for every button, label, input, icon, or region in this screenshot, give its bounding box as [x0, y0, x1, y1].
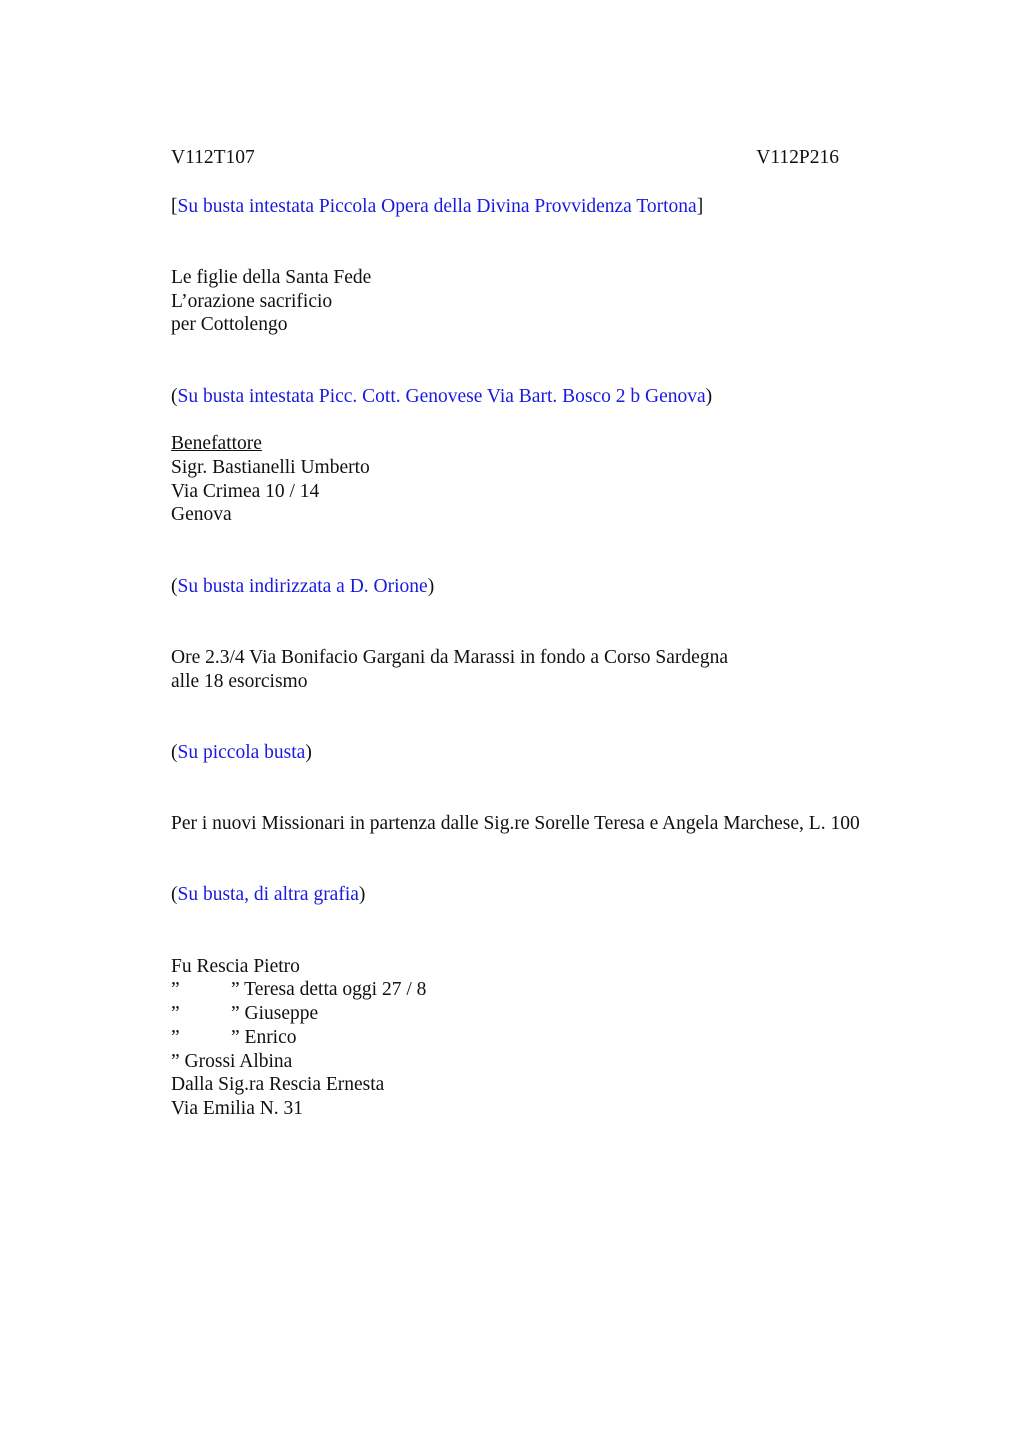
- ditto-mark: ”: [171, 1027, 180, 1048]
- text-line: Dalla Sig.ra Rescia Ernesta: [171, 1074, 385, 1095]
- text-line: Per i nuovi Missionari in partenza dalle Sig.re Sorelle Teresa e Angela Marchese, L. 100: [171, 813, 860, 834]
- text-line: per Cottolengo: [171, 314, 288, 335]
- benefactor-heading: Benefattore: [171, 433, 262, 454]
- document-code-right: V112P216: [756, 147, 839, 168]
- envelope-note-1: [171, 195, 703, 219]
- envelope-note-text: Su busta intestata Piccola Opera della Divina Provvidenza Tortona: [177, 196, 697, 217]
- text-line: Sigr. Bastianelli Umberto: [171, 457, 370, 478]
- ditto-line: [171, 1026, 297, 1050]
- bracket-open: (: [171, 386, 178, 407]
- bracket-open: [: [171, 196, 178, 217]
- bracket-close: ]: [696, 196, 704, 217]
- envelope-note-2: [171, 385, 712, 409]
- envelope-note-5: [171, 883, 365, 907]
- bracket-open: (: [171, 576, 178, 597]
- envelope-note-4: [171, 741, 312, 765]
- bracket-open: (: [171, 884, 178, 905]
- ditto-text: ” Enrico: [231, 1027, 297, 1048]
- ditto-mark: ”: [171, 979, 180, 1000]
- text-line: ” Grossi Albina: [171, 1051, 293, 1072]
- text-line: Via Emilia N. 31: [171, 1098, 304, 1119]
- text-line: Genova: [171, 504, 232, 525]
- text-line: Via Crimea 10 / 14: [171, 481, 320, 502]
- document-code-left: V112T107: [171, 147, 255, 168]
- envelope-note-3: [171, 575, 434, 599]
- text-line: Fu Rescia Pietro: [171, 956, 300, 977]
- bracket-close: ): [358, 884, 366, 905]
- text-line: Ore 2.3/4 Via Bonifacio Gargani da Marassi in fondo a Corso Sardegna: [171, 647, 728, 668]
- bracket-open: (: [171, 742, 178, 763]
- text-line: alle 18 esorcismo: [171, 671, 308, 692]
- ditto-mark: ”: [171, 1003, 180, 1024]
- ditto-text: ” Giuseppe: [231, 1003, 319, 1024]
- envelope-note-text: Su piccola busta: [177, 742, 306, 763]
- ditto-text: ” Teresa detta oggi 27 / 8: [231, 979, 427, 1000]
- text-line: Le figlie della Santa Fede: [171, 267, 372, 288]
- ditto-line: [171, 1002, 318, 1026]
- bracket-close: ): [305, 742, 312, 763]
- envelope-note-text: Su busta intestata Picc. Cott. Genovese Via Bart. Bosco 2 b Genova: [177, 386, 706, 407]
- bracket-close: ): [427, 576, 435, 597]
- envelope-note-text: Su busta indirizzata a D. Orione: [177, 576, 428, 597]
- text-line: L’orazione sacrificio: [171, 291, 333, 312]
- ditto-line: [171, 978, 426, 1002]
- bracket-close: ): [705, 386, 713, 407]
- envelope-note-text: Su busta, di altra grafia: [177, 884, 359, 905]
